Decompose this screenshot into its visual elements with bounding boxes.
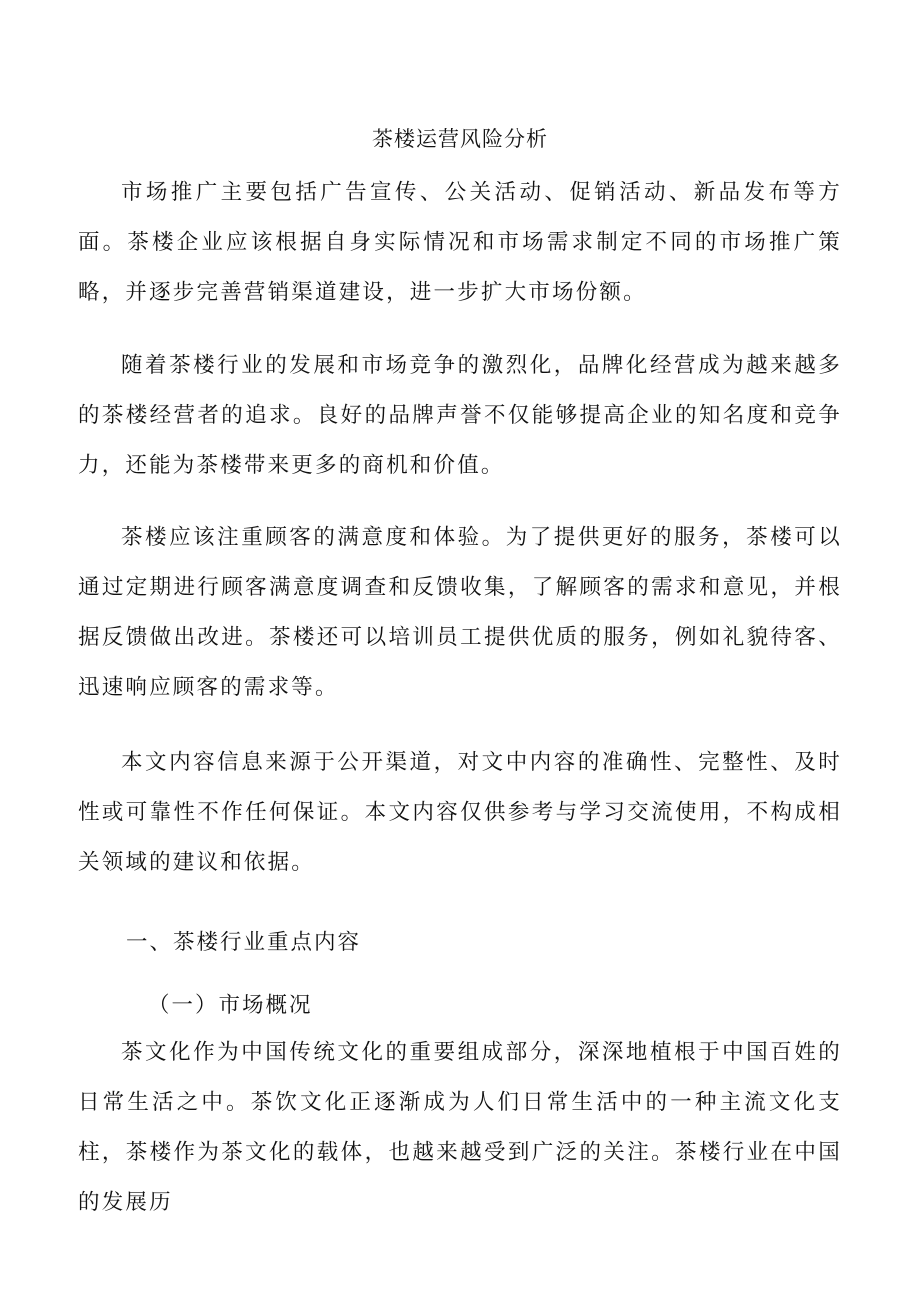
paragraph-customer-satisfaction: 茶楼应该注重顾客的满意度和体验。为了提供更好的服务，茶楼可以通过定期进行顾客满意度调查和反馈收集，了解顾客的需求和意见，并根据反馈做出改进。茶楼还可以培训员工提供优质的服务，例如礼貌待客、迅速响应顾客的需求等。 bbox=[78, 525, 842, 700]
paragraph-market-promotion: 市场推广主要包括广告宣传、公关活动、促销活动、新品发布等方面。茶楼企业应该根据自身实际情况和市场需求制定不同的市场推广策略，并逐步完善营销渠道建设，进一步扩大市场份额。 bbox=[78, 180, 842, 305]
paragraph-market-overview: 茶文化作为中国传统文化的重要组成部分，深深地植根于中国百姓的日常生活之中。茶饮文化正逐渐成为人们日常生活中的一种主流文化支柱，茶楼作为茶文化的载体，也越来越受到广泛的关注。茶楼行业在中国的发展历 bbox=[78, 1040, 842, 1215]
section-heading: 一、茶楼行业重点内容 bbox=[126, 930, 362, 955]
subsection-heading: （一）市场概况 bbox=[148, 993, 313, 1018]
paragraph-disclaimer: 本文内容信息来源于公开渠道，对文中内容的准确性、完整性、及时性或可靠性不作任何保证。本文内容仅供参考与学习交流使用，不构成相关领域的建议和依据。 bbox=[78, 750, 842, 875]
paragraph-brand-management: 随着茶楼行业的发展和市场竞争的激烈化，品牌化经营成为越来越多的茶楼经营者的追求。良好的品牌声誉不仅能够提高企业的知名度和竞争力，还能为茶楼带来更多的商机和价值。 bbox=[78, 353, 842, 478]
document-title: 茶楼运营风险分析 bbox=[372, 127, 548, 151]
